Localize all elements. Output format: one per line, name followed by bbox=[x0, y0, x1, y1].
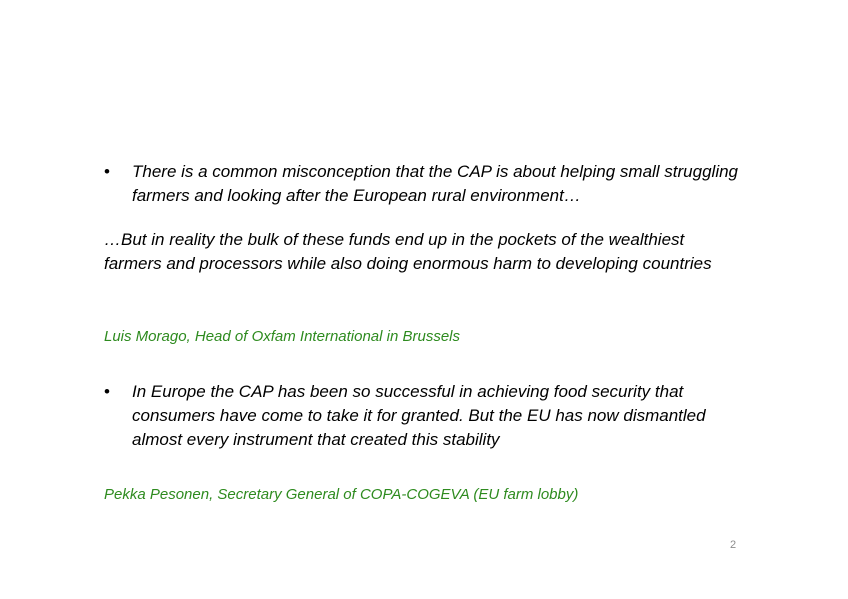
quote-1-text: There is a common misconception that the CAP is about helping small struggling farmers and looking after the European rural environment… bbox=[132, 162, 739, 205]
attribution-2: Pekka Pesonen, Secretary General of COPA-COGEVA (EU farm lobby) bbox=[104, 486, 579, 503]
quote-2-text: In Europe the CAP has been so successful in achieving food security that consumers have come to take it for granted. But the EU has now dismantled almost every instrument that created this stability bbox=[132, 382, 706, 449]
bullet-icon: • bbox=[104, 382, 110, 401]
attribution-1: Luis Morago, Head of Oxfam International in Brussels bbox=[104, 328, 461, 345]
quote-bullet-2 bbox=[104, 380, 744, 452]
page-number: 2 bbox=[730, 539, 737, 551]
quote-1-continuation: …But in reality the bulk of these funds end up in the pockets of the wealthiest farmers and processors while also doing enormous harm to developing countries bbox=[104, 230, 712, 273]
bullet-icon: • bbox=[104, 162, 110, 181]
quote-bullet-1 bbox=[104, 160, 744, 208]
